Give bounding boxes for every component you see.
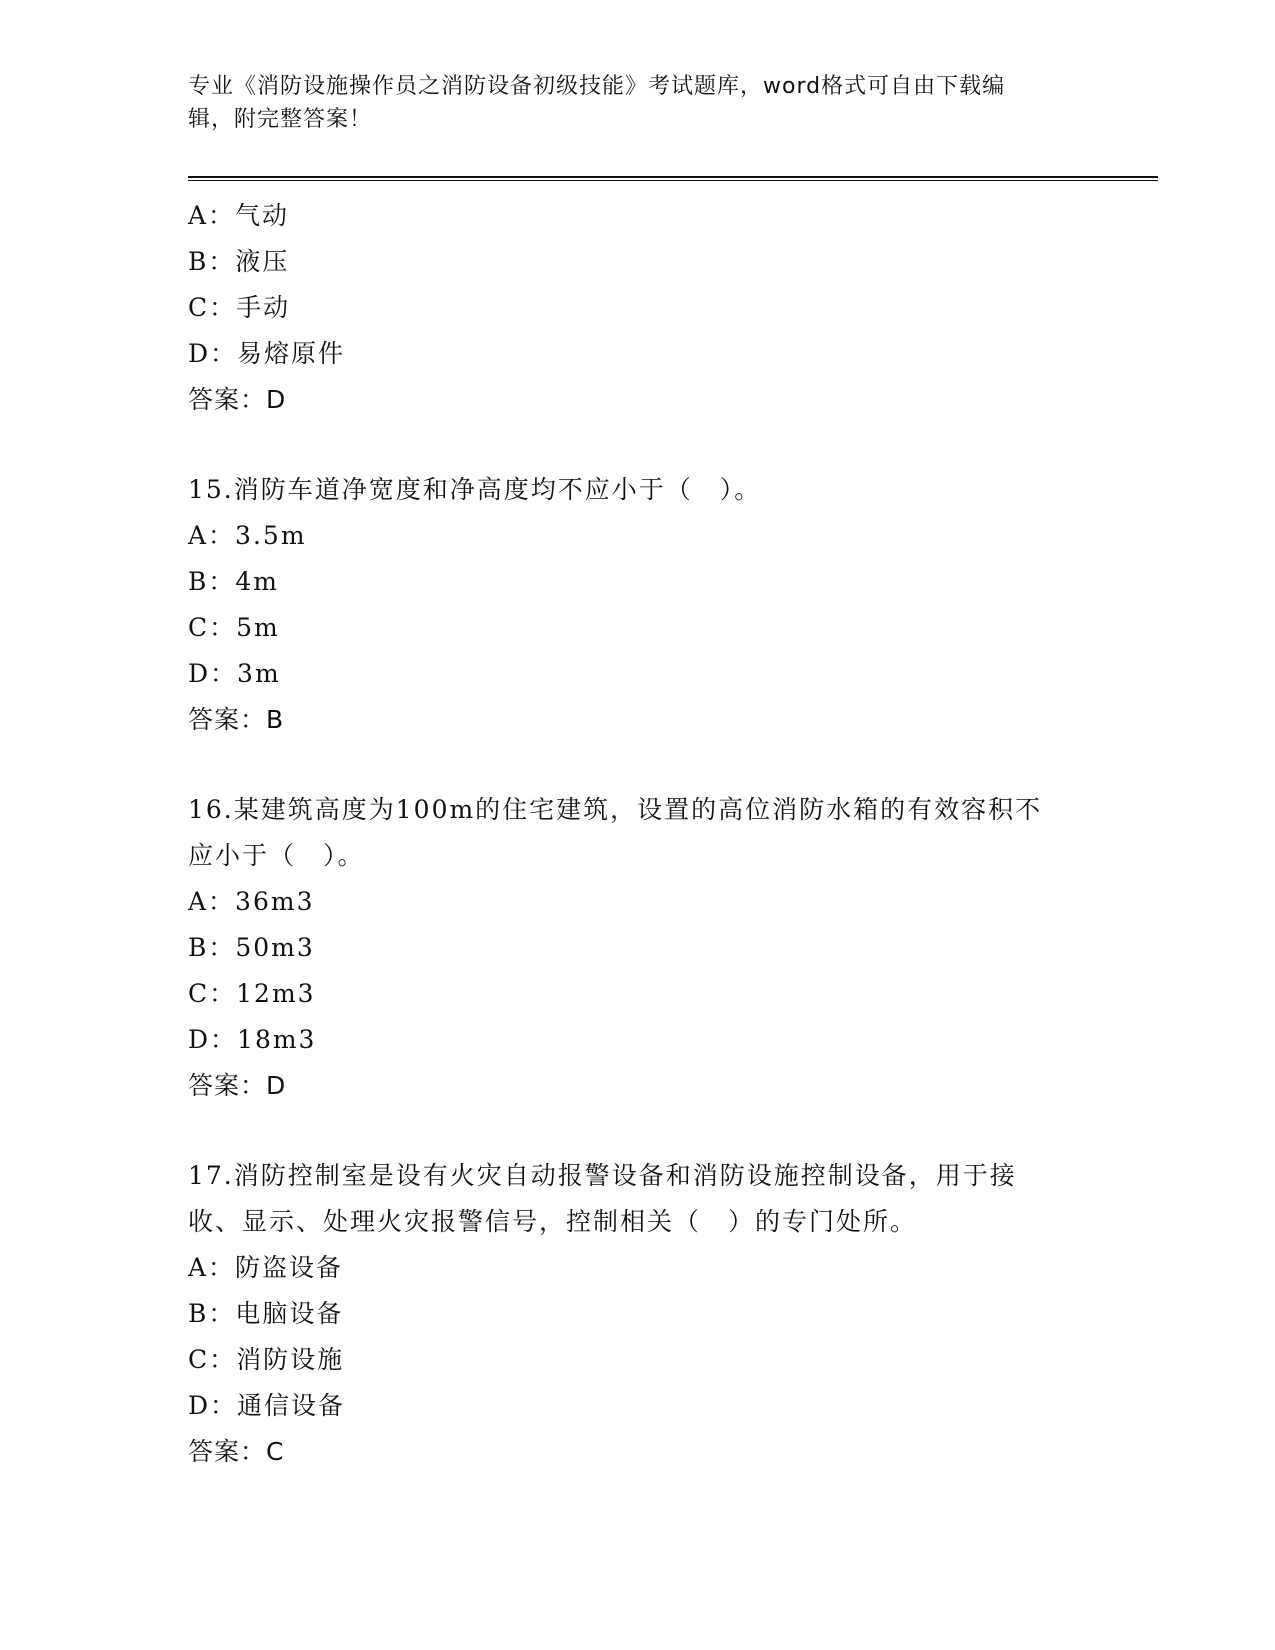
question-15 xyxy=(188,467,1158,743)
answer-line: 答案：B xyxy=(188,705,285,734)
option-d: D：易熔原件 xyxy=(188,339,346,368)
question-14-fragment xyxy=(188,193,1158,423)
option-c: C：手动 xyxy=(188,293,291,322)
document-page xyxy=(188,70,1158,1475)
document-header xyxy=(188,70,1068,136)
option-a: A：气动 xyxy=(188,201,290,230)
answer-line: 答案：C xyxy=(188,1437,285,1466)
header-line-2: 辑，附完整答案！ xyxy=(188,107,373,132)
question-text: 17.消防控制室是设有火灾自动报警设备和消防设施控制设备，用于接收、显示、处理火灾报警信号，控制相关（ ）的专门处所。 xyxy=(188,1161,1017,1236)
option-a: A：36m3 xyxy=(188,887,315,916)
option-d: D：18m3 xyxy=(188,1025,317,1054)
question-text: 16.某建筑高度为100m的住宅建筑，设置的高位消防水箱的有效容积不应小于（ ）。 xyxy=(188,795,1043,870)
option-a: A：防盗设备 xyxy=(188,1253,344,1282)
option-d: D：通信设备 xyxy=(188,1391,346,1420)
option-c: C：12m3 xyxy=(188,979,316,1008)
option-c: C：5m xyxy=(188,613,280,642)
header-divider xyxy=(188,176,1158,181)
header-line-1: 专业《消防设施操作员之消防设备初级技能》考试题库，word格式可自由下载编 xyxy=(188,74,1006,99)
question-17 xyxy=(188,1153,1158,1475)
answer-line: 答案：D xyxy=(188,1071,287,1100)
option-b: B：50m3 xyxy=(188,933,315,962)
answer-line: 答案：D xyxy=(188,385,287,414)
question-text: 15.消防车道净宽度和净高度均不应小于（ ）。 xyxy=(188,475,762,504)
option-b: B：电脑设备 xyxy=(188,1299,344,1328)
option-d: D：3m xyxy=(188,659,281,688)
option-b: B：液压 xyxy=(188,247,290,276)
option-c: C：消防设施 xyxy=(188,1345,345,1374)
option-b: B：4m xyxy=(188,567,279,596)
option-a: A：3.5m xyxy=(188,521,307,550)
question-16 xyxy=(188,787,1158,1109)
